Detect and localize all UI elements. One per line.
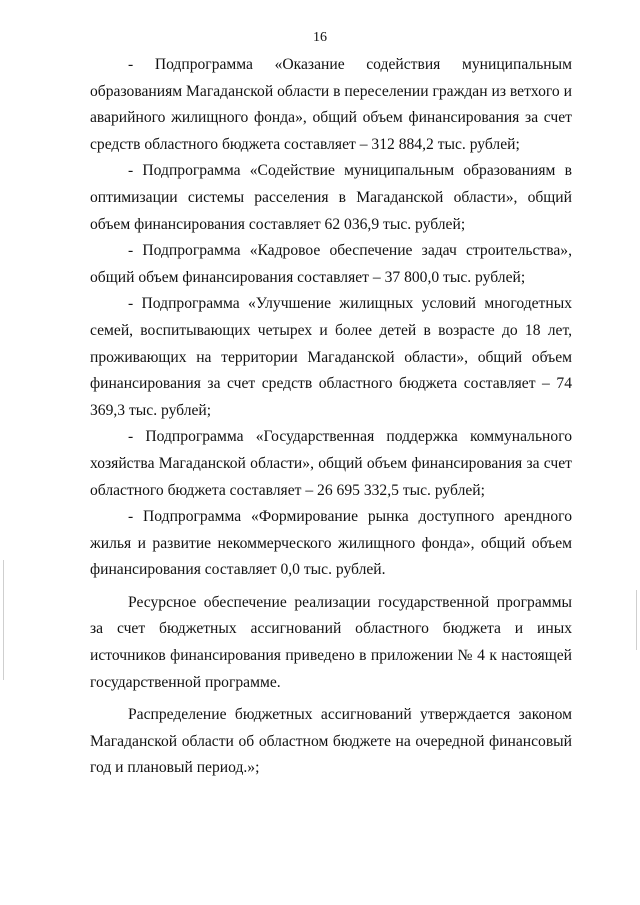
paragraph-subprogram-rental-housing: - Подпрограмма «Формирование рынка доступного арендного жилья и развитие некоммерческого жилищного фонда», общий объем финансирования составляет 0,0 тыс. рублей. bbox=[90, 508, 572, 579]
page-number: 16 bbox=[313, 30, 327, 45]
scan-edge-mark-left bbox=[3, 560, 4, 680]
paragraph-subprogram-settlement-optimization: - Подпрограмма «Содействие муниципальным образованиям в оптимизации системы расселения в Магаданской области», общий объем финансирования составляет 62 036,9 тыс. рублей; bbox=[90, 162, 572, 233]
paragraph-resource-provision: Ресурсное обеспечение реализации государственной программы за счет бюджетных ассигнований областного бюджета и иных источников финансирования приведено в приложении № 4 к настоящей государственной программе. bbox=[90, 593, 572, 691]
paragraph-subprogram-resettlement: - Подпрограмма «Оказание содействия муниципальным образованиям Магаданской области в переселении граждан из ветхого и аварийного жилищного фонда», общий объем финансирования за счет средств областного бюджета составляет – 312 884,2 тыс. рублей; bbox=[90, 56, 572, 153]
paragraph-subprogram-staffing: - Подпрограмма «Кадровое обеспечение задач строительства», общий объем финансирования составляет – 37 800,0 тыс. рублей; bbox=[90, 242, 572, 286]
paragraph-budget-allocation: Распределение бюджетных ассигнований утверждается законом Магаданской области об областном бюджете на очередной финансовый год и плановый период.»; bbox=[90, 706, 572, 777]
scan-edge-mark-right bbox=[636, 590, 637, 650]
paragraph-subprogram-large-families: - Подпрограмма «Улучшение жилищных условий многодетных семей, воспитывающих четырех и более детей в возрасте до 18 лет, проживающих на территории Магаданской области», общий объем финансирования за счет средств областного бюджета составляет – 74 369,3 тыс. рублей; bbox=[90, 295, 572, 419]
paragraph-subprogram-utilities: - Подпрограмма «Государственная поддержка коммунального хозяйства Магаданской области», общий объем финансирования за счет областного бюджета составляет – 26 695 332,5 тыс. рублей; bbox=[90, 428, 572, 499]
document-body bbox=[90, 52, 572, 782]
